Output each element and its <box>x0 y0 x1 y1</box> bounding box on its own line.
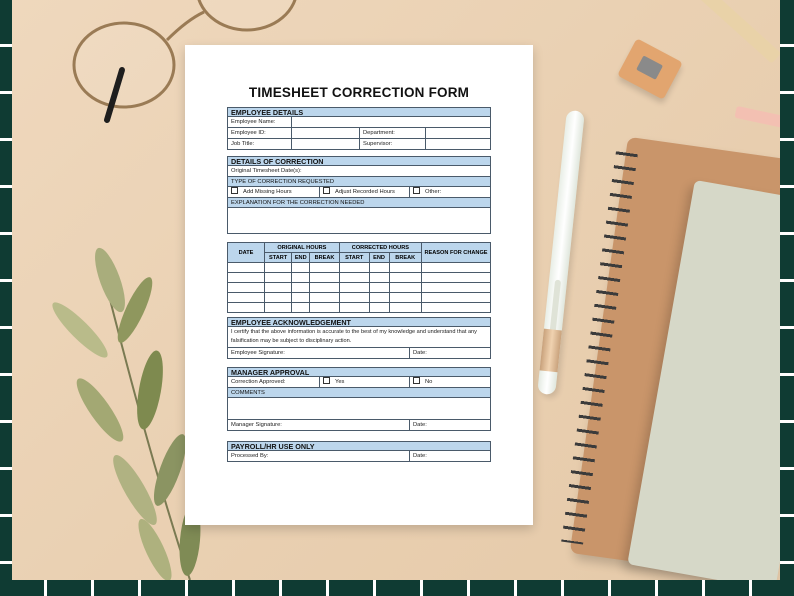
start-header: START <box>265 253 292 263</box>
pencil <box>690 0 781 64</box>
employee-name-label: Employee Name: <box>228 117 292 127</box>
employee-id-label: Employee ID: <box>228 128 292 138</box>
processed-by-row <box>227 451 491 462</box>
pencil-sharpener <box>617 38 683 99</box>
option-label: Other: <box>425 189 442 195</box>
job-title-label: Job Title: <box>228 139 292 149</box>
comments-heading: COMMENTS <box>227 388 491 398</box>
job-title-field[interactable] <box>292 139 360 149</box>
details-of-correction-section <box>227 156 491 234</box>
correction-type-row <box>227 187 491 198</box>
employee-details-section <box>227 107 491 150</box>
date-header: DATE <box>228 243 265 263</box>
table-row[interactable] <box>228 283 491 293</box>
acknowledgement-text: I certify that the above information is accurate to the best of my knowledge and understand that any falsification may be subject to disciplinary action. <box>227 327 491 348</box>
date-label: Date: <box>413 453 427 459</box>
supervisor-label: Supervisor: <box>360 139 426 149</box>
approve-yes-option[interactable] <box>320 377 410 387</box>
processed-by-field[interactable] <box>228 451 410 461</box>
correction-approved-label: Correction Approved: <box>228 377 320 387</box>
corrected-hours-header: CORRECTED HOURS <box>339 243 421 253</box>
end-header: END <box>292 253 310 263</box>
approval-row <box>227 377 491 388</box>
section-heading: DETAILS OF CORRECTION <box>227 156 491 166</box>
employee-name-field[interactable] <box>292 117 490 127</box>
date-label: Date: <box>413 350 427 356</box>
original-hours-header: ORIGINAL HOURS <box>265 243 340 253</box>
no-label: No <box>425 379 433 385</box>
employee-signature-label: Employee Signature: <box>231 350 285 356</box>
option-other[interactable] <box>410 187 490 197</box>
option-label: Adjust Recorded Hours <box>335 189 395 195</box>
correction-type-heading: TYPE OF CORRECTION REQUESTED <box>227 177 491 187</box>
manager-date-field[interactable] <box>410 420 490 430</box>
table-row[interactable] <box>228 303 491 313</box>
explanation-heading: EXPLANATION FOR THE CORRECTION NEEDED <box>227 198 491 208</box>
explanation-field[interactable] <box>227 208 491 234</box>
manager-approval-section <box>227 367 491 431</box>
comments-field[interactable] <box>227 398 491 420</box>
form-sheet <box>185 45 533 525</box>
option-add-missing-hours[interactable] <box>228 187 320 197</box>
approve-no-option[interactable] <box>410 377 490 387</box>
original-dates-label: Original Timesheet Date(s): <box>231 168 302 174</box>
section-heading: MANAGER APPROVAL <box>227 367 491 377</box>
employee-id-field[interactable] <box>292 128 360 138</box>
frame-right-edge <box>780 0 794 596</box>
reason-header: REASON FOR CHANGE <box>422 243 491 263</box>
section-heading: PAYROLL/HR USE ONLY <box>227 441 491 451</box>
checkbox-icon[interactable] <box>323 187 330 194</box>
option-label: Add Missing Hours <box>243 189 292 195</box>
date-label: Date: <box>413 422 427 428</box>
checkbox-icon[interactable] <box>323 377 330 384</box>
acknowledgement-section <box>227 317 491 359</box>
employee-id-row <box>227 128 491 139</box>
pen-band <box>540 329 562 373</box>
department-field[interactable] <box>426 128 490 138</box>
job-title-row <box>227 139 491 150</box>
employee-signature-field[interactable] <box>228 348 410 358</box>
break-header: BREAK <box>389 253 422 263</box>
payroll-section <box>227 441 491 462</box>
white-pen <box>537 110 585 395</box>
hours-table <box>227 242 491 313</box>
checkbox-icon[interactable] <box>231 187 238 194</box>
employee-name-row <box>227 117 491 128</box>
break-header: BREAK <box>310 253 340 263</box>
frame-bottom-edge <box>0 580 794 596</box>
checkbox-icon[interactable] <box>413 377 420 384</box>
processed-by-label: Processed By: <box>231 453 269 459</box>
table-row[interactable] <box>228 273 491 283</box>
section-heading: EMPLOYEE ACKNOWLEDGEMENT <box>227 317 491 327</box>
section-heading: EMPLOYEE DETAILS <box>227 107 491 117</box>
supervisor-field[interactable] <box>426 139 490 149</box>
checkbox-icon[interactable] <box>413 187 420 194</box>
manager-signature-label: Manager Signature: <box>231 422 282 428</box>
option-adjust-hours[interactable] <box>320 187 410 197</box>
form-title: TIMESHEET CORRECTION FORM <box>248 85 470 100</box>
frame-left-edge <box>0 0 12 596</box>
start-header: START <box>339 253 369 263</box>
yes-label: Yes <box>335 379 345 385</box>
table-row[interactable] <box>228 263 491 273</box>
department-label: Department: <box>360 128 426 138</box>
manager-signature-field[interactable] <box>228 420 410 430</box>
employee-signature-row <box>227 348 491 359</box>
original-dates-row <box>227 166 491 177</box>
manager-signature-row <box>227 420 491 431</box>
payroll-date-field[interactable] <box>410 451 490 461</box>
end-header: END <box>369 253 389 263</box>
employee-date-field[interactable] <box>410 348 490 358</box>
table-row[interactable] <box>228 293 491 303</box>
